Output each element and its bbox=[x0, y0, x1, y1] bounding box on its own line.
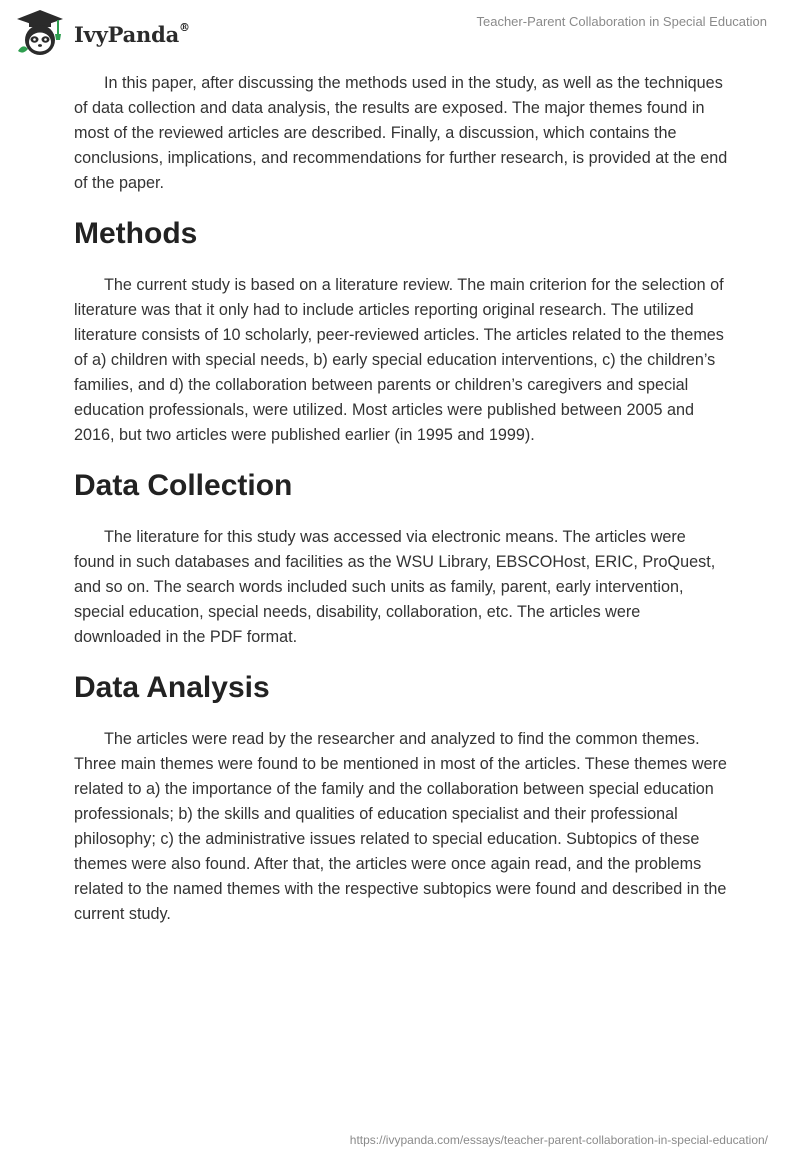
heading-data-analysis: Data Analysis bbox=[74, 671, 270, 704]
source-url[interactable]: https://ivypanda.com/essays/teacher-parent-collaboration-in-special-education/ bbox=[349, 1133, 768, 1147]
heading-methods: Methods bbox=[74, 217, 198, 250]
logo[interactable] bbox=[14, 8, 190, 58]
heading-data-collection: Data Collection bbox=[74, 469, 293, 502]
registered-mark: ® bbox=[179, 20, 190, 34]
panda-graduation-cap-icon bbox=[14, 7, 66, 59]
page-header bbox=[0, 0, 800, 70]
essay-body bbox=[74, 71, 729, 927]
data-analysis-paragraph: The articles were read by the researcher and analyzed to find the common themes. Three main themes were found to be mentioned in most of the articles. These themes were related to a) the importance of the family and the collaboration between special education professionals; b) the skills and qualities of education specialist and their professional philosophy; c) the administrative issues related to special education. Subtopics of these themes were also found. After that, the articles were once again read, and the problems related to the named themes with the respective subtopics were found and described in the current study. bbox=[74, 730, 727, 923]
data-collection-paragraph: The literature for this study was accessed via electronic means. The articles were found in such databases and facilities as the WSU Library, EBSCOHost, ERIC, ProQuest, and so on. The search words included such units as family, parent, early intervention, special education, special needs, disability, collaboration, etc. The articles were downloaded in the PDF format. bbox=[74, 528, 716, 646]
brand-name: IvyPanda® bbox=[74, 20, 190, 47]
intro-paragraph: In this paper, after discussing the methods used in the study, as well as the techniques of data collection and data analysis, the results are exposed. The major themes found in most of the reviewed articles are described. Finally, a discussion, which contains the conclusions, implications, and recommendations for further research, is provided at the end of the paper. bbox=[74, 74, 728, 192]
methods-paragraph: The current study is based on a literature review. The main criterion for the selection of literature was that it only had to include articles reporting original research. The utilized literature consists of 10 scholarly, peer-reviewed articles. The articles related to the themes of a) children with special needs, b) early special education interventions, c) the children’s families, and d) the collaboration between parents or children’s caregivers and special education professionals, were utilized. Most articles were published between 2005 and 2016, but two articles were published earlier (in 1995 and 1999). bbox=[74, 276, 724, 444]
running-title: Teacher-Parent Collaboration in Special Education bbox=[476, 14, 767, 29]
